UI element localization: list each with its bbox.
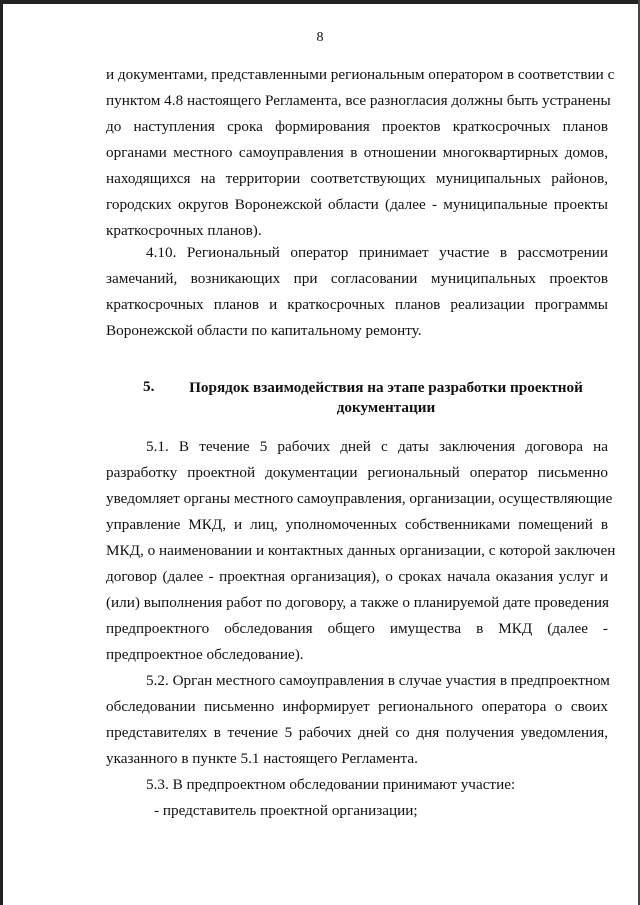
text-line: обследовании письменно информирует регионального оператора о своих: [106, 698, 608, 715]
section-title-line: Порядок взаимодействия на этапе разработки проектной: [189, 379, 583, 396]
text-line: и документами, представленными региональным оператором в соответствии с: [106, 66, 615, 83]
text-line: предпроектного обследования общего имущества в МКД (далее -: [106, 620, 608, 637]
text-line: городских округов Воронежской области (далее - муниципальные проекты: [106, 196, 608, 213]
text-line: представителях в течение 5 рабочих дней со дня получения уведомления,: [106, 724, 608, 741]
text-line: разработку проектной документации региональный оператор письменно: [106, 464, 608, 481]
text-line: (или) выполнения работ по договору, а также о планируемой дате проведения: [106, 594, 609, 611]
text-line: 4.10. Региональный оператор принимает участие в рассмотрении: [146, 244, 608, 261]
section-title: [176, 378, 596, 418]
text-line: краткосрочных планов).: [106, 222, 262, 239]
text-line: органами местного самоуправления в отношении многоквартирных домов,: [106, 144, 608, 161]
text-line: пунктом 4.8 настоящего Регламента, все разногласия должны быть устранены: [106, 92, 611, 109]
text-line: Воронежской области по капитальному ремонту.: [106, 322, 422, 339]
text-line: указанного в пункте 5.1 настоящего Регламента.: [106, 750, 418, 767]
section-number: 5.: [143, 378, 155, 395]
text-line: замечаний, возникающих при согласовании муниципальных проектов: [106, 270, 608, 287]
text-line: управление МКД, и лиц, уполномоченных собственниками помещений в: [106, 516, 608, 533]
scan-border-top: [0, 0, 640, 4]
list-item: - представитель проектной организации;: [154, 802, 418, 819]
text-line: 5.2. Орган местного самоуправления в случае участия в предпроектном: [146, 672, 610, 689]
section-title-line: документации: [336, 399, 436, 416]
text-line: краткосрочных планов и краткосрочных планов реализации программы: [106, 296, 608, 313]
page-number: 8: [316, 30, 324, 45]
text-line: МКД, о наименовании и контактных данных организации, с которой заключен: [106, 542, 616, 559]
text-line: 5.1. В течение 5 рабочих дней с даты заключения договора на: [146, 438, 608, 455]
text-line: 5.3. В предпроектном обследовании принимают участие:: [146, 776, 516, 793]
text-line: до наступления срока формирования проектов краткосрочных планов: [106, 118, 608, 135]
text-line: находящихся на территории соответствующих муниципальных районов,: [106, 170, 608, 187]
text-line: предпроектное обследование).: [106, 646, 304, 663]
scan-border-left: [0, 0, 3, 905]
text-line: уведомляет органы местного самоуправления, организации, осуществляющие: [106, 490, 613, 507]
text-line: договор (далее - проектная организация), о сроках начала оказания услуг и: [106, 568, 608, 585]
